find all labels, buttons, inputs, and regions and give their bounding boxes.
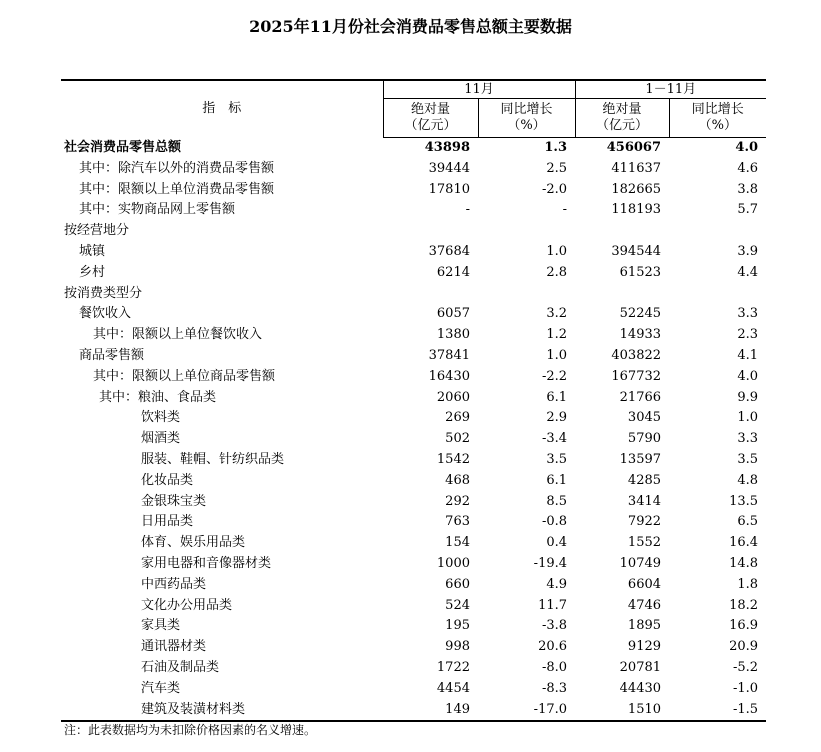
cumulative-yoy-cell: 4.0 bbox=[735, 140, 759, 155]
table-row bbox=[61, 284, 766, 305]
cumulative-abs-cell: 3045 bbox=[627, 410, 662, 426]
month-yoy-cell: 1.2 bbox=[546, 327, 568, 343]
cumulative-abs-cell: 20781 bbox=[619, 659, 662, 675]
month-yoy-cell: 6.1 bbox=[546, 472, 568, 488]
cumulative-abs-cell: 394544 bbox=[611, 243, 662, 259]
month-yoy-cell: 8.5 bbox=[546, 493, 568, 509]
month-abs-cell: 524 bbox=[445, 597, 470, 613]
table-row bbox=[61, 679, 766, 700]
row-label: 社会消费品零售总额 bbox=[64, 139, 182, 155]
cumulative-abs-cell: 9129 bbox=[627, 639, 662, 655]
row-label: 烟酒类 bbox=[141, 431, 181, 447]
month-abs-cell: 1380 bbox=[436, 327, 470, 343]
cumulative-abs-cell: 4746 bbox=[627, 597, 662, 613]
month-yoy-cell: -19.4 bbox=[533, 555, 568, 571]
month-yoy-cell: -8.3 bbox=[541, 680, 568, 696]
cumulative-abs-cell: 182665 bbox=[611, 181, 662, 197]
cumulative-abs-cell: 10749 bbox=[619, 555, 662, 571]
month-abs-cell: 502 bbox=[445, 431, 470, 447]
month-abs-cell: 1722 bbox=[436, 659, 470, 675]
month-yoy-cell: 6.1 bbox=[546, 389, 568, 405]
month-abs-cell: 37684 bbox=[428, 243, 470, 259]
row-label: 文化办公用品类 bbox=[141, 597, 233, 613]
month-yoy-cell: -0.8 bbox=[541, 514, 568, 530]
cumulative-abs-cell: 7922 bbox=[627, 514, 662, 530]
month-group-header: 11月 bbox=[383, 80, 575, 99]
month-abs-cell: 269 bbox=[445, 410, 470, 426]
cumulative-yoy-cell: -5.2 bbox=[732, 659, 759, 675]
cumulative-yoy-cell: 3.8 bbox=[737, 181, 759, 197]
table-row bbox=[61, 637, 766, 658]
month-yoy-cell: 2.5 bbox=[546, 160, 568, 176]
table-row bbox=[61, 159, 766, 180]
cumulative-abs-cell bbox=[575, 284, 669, 305]
row-label: 中西药品类 bbox=[141, 576, 207, 592]
table-row bbox=[61, 346, 766, 367]
cumulative-yoy-cell: 9.9 bbox=[737, 389, 759, 405]
month-yoy-cell: 1.3 bbox=[544, 140, 568, 155]
month-abs-cell: 660 bbox=[445, 576, 470, 592]
cumulative-yoy-cell: 4.6 bbox=[737, 160, 759, 176]
month-abs-cell: 37841 bbox=[428, 347, 470, 363]
cumulative-abs-cell: 44430 bbox=[619, 680, 662, 696]
cumulative-yoy-cell: 3.9 bbox=[737, 243, 759, 259]
cumulative-abs-cell: 403822 bbox=[611, 347, 662, 363]
month-abs-cell bbox=[383, 284, 478, 305]
cumulative-yoy-cell: 2.3 bbox=[737, 327, 759, 343]
retail-sales-table bbox=[61, 79, 766, 722]
cumulative-abs-cell: 118193 bbox=[611, 202, 662, 218]
month-abs-cell: 4454 bbox=[436, 680, 470, 696]
cumulative-yoy-cell: 13.5 bbox=[729, 493, 759, 509]
month-yoy-cell: -3.8 bbox=[541, 618, 568, 634]
month-yoy-cell: 4.9 bbox=[546, 576, 568, 592]
month-yoy-cell: -2.0 bbox=[541, 181, 568, 197]
table-row bbox=[61, 596, 766, 617]
table-row bbox=[61, 512, 766, 533]
table-row bbox=[61, 429, 766, 450]
cumulative-abs-cell: 21766 bbox=[619, 389, 662, 405]
month-yoy-cell: -2.2 bbox=[541, 368, 568, 384]
cumulative-yoy-cell: 1.8 bbox=[737, 576, 759, 592]
table-row bbox=[61, 492, 766, 513]
cumulative-yoy-cell: 4.8 bbox=[737, 472, 759, 488]
row-label: 其中：实物商品网上零售额 bbox=[79, 202, 236, 218]
cumulative-yoy-cell: 5.7 bbox=[737, 202, 759, 218]
row-label: 餐饮收入 bbox=[79, 306, 132, 322]
row-label: 其中：限额以上单位餐饮收入 bbox=[93, 327, 263, 343]
cumulative-abs-cell: 411637 bbox=[611, 160, 662, 176]
cumulative-abs-header: 绝对量 （亿元） bbox=[575, 99, 669, 138]
month-abs-cell: 149 bbox=[383, 700, 478, 722]
row-label: 乡村 bbox=[79, 264, 106, 280]
indicator-header: 指 标 bbox=[61, 80, 383, 138]
table-row bbox=[61, 575, 766, 596]
cumulative-yoy-cell bbox=[669, 284, 766, 305]
table-row bbox=[61, 533, 766, 554]
month-yoy-cell: 3.5 bbox=[546, 451, 568, 467]
cumulative-yoy-cell: 14.8 bbox=[729, 555, 759, 571]
cumulative-yoy-cell: 20.9 bbox=[729, 639, 759, 655]
page-title: 2025年11月份社会消费品零售总额主要数据 bbox=[249, 17, 572, 36]
row-label: 通讯器材类 bbox=[141, 639, 207, 655]
month-abs-cell: 292 bbox=[445, 493, 470, 509]
cumulative-abs-cell: 167732 bbox=[611, 368, 662, 384]
month-yoy-cell: -3.4 bbox=[541, 431, 568, 447]
month-abs-cell: 154 bbox=[445, 535, 470, 551]
month-abs-cell: - bbox=[465, 202, 470, 218]
table-row bbox=[61, 700, 766, 722]
cumulative-yoy-cell: 1.0 bbox=[737, 410, 759, 426]
row-label: 商品零售额 bbox=[79, 347, 145, 363]
month-abs-cell: 16430 bbox=[428, 368, 470, 384]
table-row bbox=[61, 304, 766, 325]
cumulative-abs-cell bbox=[575, 221, 669, 242]
month-abs-cell: 1542 bbox=[436, 451, 470, 467]
month-abs-cell: 195 bbox=[445, 618, 470, 634]
table-row bbox=[61, 138, 766, 159]
table-row bbox=[61, 325, 766, 346]
row-label: 按经营地分 bbox=[64, 223, 130, 239]
cumulative-abs-cell: 52245 bbox=[619, 306, 662, 322]
month-yoy-cell: 2.8 bbox=[546, 264, 568, 280]
month-yoy-cell: 1.0 bbox=[546, 243, 568, 259]
cumulative-yoy-cell: 6.5 bbox=[737, 514, 759, 530]
row-label: 饮料类 bbox=[141, 410, 181, 426]
table-row bbox=[61, 221, 766, 242]
month-abs-cell: 1000 bbox=[436, 555, 470, 571]
month-yoy-cell: -17.0 bbox=[478, 700, 575, 722]
footnote: 注：此表数据均为未扣除价格因素的名义增速。 bbox=[64, 723, 317, 737]
cumulative-yoy-cell: 3.5 bbox=[737, 451, 759, 467]
table-row bbox=[61, 180, 766, 201]
table-row bbox=[61, 658, 766, 679]
month-yoy-cell bbox=[478, 284, 575, 305]
month-yoy-cell: - bbox=[562, 202, 568, 218]
cumulative-yoy-cell: -1.5 bbox=[669, 700, 766, 722]
row-label: 石油及制品类 bbox=[141, 659, 220, 675]
month-abs-cell: 43898 bbox=[424, 140, 470, 155]
cumulative-abs-cell: 1895 bbox=[627, 618, 662, 634]
table-row bbox=[61, 242, 766, 263]
table-row bbox=[61, 471, 766, 492]
row-label: 其中：限额以上单位商品零售额 bbox=[93, 368, 276, 384]
month-abs-cell bbox=[383, 221, 478, 242]
row-label: 化妆品类 bbox=[141, 472, 194, 488]
row-label: 城镇 bbox=[79, 243, 106, 259]
cumulative-abs-cell: 5790 bbox=[627, 431, 662, 447]
cumulative-yoy-cell: -1.0 bbox=[732, 680, 759, 696]
month-yoy-cell: 3.2 bbox=[546, 306, 568, 322]
table-row bbox=[61, 367, 766, 388]
month-abs-header: 绝对量 （亿元） bbox=[383, 99, 478, 138]
month-abs-cell: 763 bbox=[445, 514, 470, 530]
cumulative-yoy-cell bbox=[669, 221, 766, 242]
cumulative-group-header: 1－11月 bbox=[575, 80, 766, 99]
cumulative-abs-cell: 61523 bbox=[619, 264, 662, 280]
cumulative-abs-cell: 6604 bbox=[627, 576, 662, 592]
row-label: 日用品类 bbox=[141, 514, 194, 530]
month-yoy-cell: 11.7 bbox=[538, 597, 568, 613]
row-label: 体育、娱乐用品类 bbox=[141, 535, 246, 551]
cumulative-yoy-cell: 4.1 bbox=[737, 347, 759, 363]
row-label: 家具类 bbox=[141, 618, 181, 634]
cumulative-abs-cell: 13597 bbox=[619, 451, 662, 467]
row-label: 家用电器和音像器材类 bbox=[141, 555, 272, 571]
cumulative-abs-cell: 1510 bbox=[575, 700, 669, 722]
month-yoy-cell: 20.6 bbox=[538, 639, 568, 655]
table-row bbox=[61, 554, 766, 575]
month-abs-cell: 6214 bbox=[436, 264, 470, 280]
table-row bbox=[61, 450, 766, 471]
cumulative-yoy-header: 同比增长 （%） bbox=[669, 99, 766, 138]
row-label: 金银珠宝类 bbox=[141, 493, 207, 509]
month-abs-cell: 6057 bbox=[436, 306, 470, 322]
table-row bbox=[61, 616, 766, 637]
cumulative-yoy-cell: 16.9 bbox=[729, 618, 759, 634]
table-row bbox=[61, 263, 766, 284]
row-label: 汽车类 bbox=[141, 680, 181, 696]
row-label: 按消费类型分 bbox=[64, 285, 143, 301]
row-label: 其中：除汽车以外的消费品零售额 bbox=[79, 160, 275, 176]
table-row bbox=[61, 200, 766, 221]
row-label: 建筑及装潢材料类 bbox=[61, 700, 383, 722]
month-yoy-cell: 0.4 bbox=[546, 535, 568, 551]
cumulative-yoy-cell: 16.4 bbox=[729, 535, 759, 551]
table-row bbox=[61, 408, 766, 429]
cumulative-yoy-cell: 3.3 bbox=[737, 306, 759, 322]
month-abs-cell: 468 bbox=[445, 472, 470, 488]
month-yoy-cell: -8.0 bbox=[541, 659, 568, 675]
month-abs-cell: 39444 bbox=[428, 160, 470, 176]
month-yoy-cell: 2.9 bbox=[546, 410, 568, 426]
cumulative-abs-cell: 456067 bbox=[606, 140, 662, 155]
month-abs-cell: 17810 bbox=[428, 181, 470, 197]
row-label: 其中：粮油、食品类 bbox=[99, 389, 217, 405]
month-yoy-cell bbox=[478, 221, 575, 242]
month-yoy-header: 同比增长 （%） bbox=[478, 99, 575, 138]
row-label: 其中：限额以上单位消费品零售额 bbox=[79, 181, 275, 197]
month-abs-cell: 998 bbox=[445, 639, 470, 655]
cumulative-yoy-cell: 18.2 bbox=[729, 597, 759, 613]
cumulative-abs-cell: 14933 bbox=[619, 327, 662, 343]
table-row bbox=[61, 388, 766, 409]
row-label: 服装、鞋帽、针纺织品类 bbox=[141, 451, 285, 467]
month-abs-cell: 2060 bbox=[436, 389, 470, 405]
cumulative-abs-cell: 3414 bbox=[627, 493, 662, 509]
month-yoy-cell: 1.0 bbox=[546, 347, 568, 363]
cumulative-abs-cell: 1552 bbox=[627, 535, 662, 551]
cumulative-yoy-cell: 3.3 bbox=[737, 431, 759, 447]
cumulative-yoy-cell: 4.0 bbox=[737, 368, 759, 384]
cumulative-yoy-cell: 4.4 bbox=[737, 264, 759, 280]
cumulative-abs-cell: 4285 bbox=[627, 472, 662, 488]
